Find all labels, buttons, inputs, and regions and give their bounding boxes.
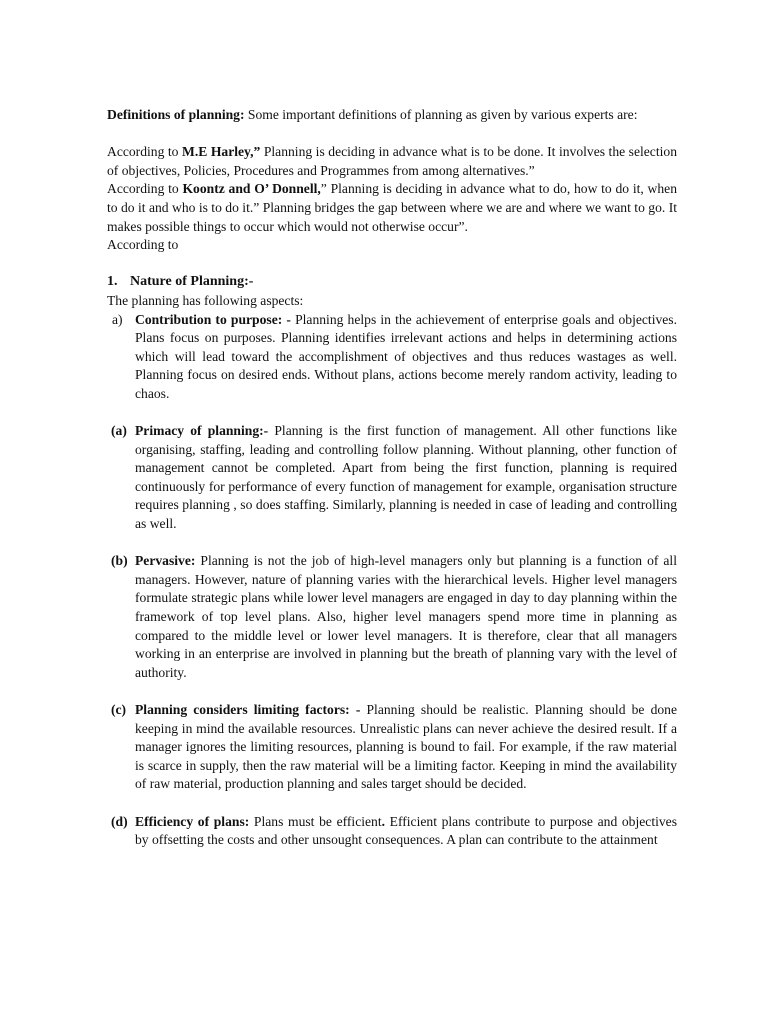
item-title: Contribution to purpose: - xyxy=(135,311,291,327)
item-title: Pervasive: xyxy=(135,553,196,569)
spacer xyxy=(107,534,677,553)
nature-intro: The planning has following aspects: xyxy=(107,292,304,308)
spacer xyxy=(107,125,677,144)
definitions-intro: Some important definitions of planning as given by various experts are: xyxy=(244,107,638,122)
list-item xyxy=(107,311,677,404)
item-text: Planning is not the job of high-level managers only but planning is a function of all managers. However, nature of planning varies with the hierarchical levels. Higher level managers formulate strategic plans while lower level managers are engaged in day to day planning within the framework of top level plans. Also, higher level managers spend more time in planning as compared to the middle level or lower level managers. It is therefore, clear that all managers working in an enterprise are involved in planning but the breath of planning vary with the level of authority. xyxy=(135,553,677,680)
list-marker: (c) xyxy=(111,702,127,717)
item-text-bold: . xyxy=(381,813,386,829)
nature-heading xyxy=(107,273,677,292)
spacer xyxy=(107,682,677,701)
item-text: Planning should be realistic. Planning should be done keeping in mind the available resources. Unrealistic plans can never achieve the desired result. If a manager ignores the limiting resources, planning is bound to fail. For example, if the raw material is scarce in supply, then the raw material will be a limiting factor. Keeping in mind the availability of raw material, production planning and sales target should be decided. xyxy=(135,702,677,792)
item-text: Planning helps in the achievement of enterprise goals and objectives. Plans focus on purposes. Planning identifies irrelevant actions and helps in determining actions which will lead toward the accomplishment of objectives and thus reduces wastages as well. Planning focus on desired ends. Without plans, actions become merely random activity, leading to chaos. xyxy=(135,311,677,401)
harley-text: Planning is deciding in advance what is to be done. It involves the selection of objectives, Policies, Procedures and Programmes from among alternatives.” xyxy=(107,144,677,178)
harley-definition xyxy=(107,143,677,180)
list-marker: (d) xyxy=(111,813,128,829)
item-text: Efficient plans contribute to purpose and objectives by offsetting the costs and other unsought consequences. A plan can contribute to the attainment xyxy=(135,813,677,848)
list-marker: a) xyxy=(112,311,123,327)
item-text: Planning is the first function of management. All other functions like organising, staffing, leading and controlling follow planning. Without planning, other function of management cannot be completed. Apart from being the first function, planning is required continuously for performance of every function of management for example, organisation structure requires planning , so does staffing. Similarly, planning is needed in case of leading and controlling as well. xyxy=(135,423,677,532)
definitions-heading: Definitions of planning: xyxy=(107,107,245,122)
according-to-line: According to xyxy=(107,237,179,253)
koontz-prefix: According to xyxy=(107,181,183,197)
spacer xyxy=(107,794,677,813)
definitions-paragraph xyxy=(107,106,677,125)
list-item xyxy=(107,813,677,850)
item-title: Primacy of planning:- xyxy=(135,423,269,439)
item-title: Efficiency of plans: xyxy=(135,813,250,829)
spacer xyxy=(107,255,677,274)
harley-prefix: According to xyxy=(107,144,183,160)
koontz-definition xyxy=(107,180,677,236)
document-body xyxy=(107,106,677,850)
nature-heading-title: Nature of Planning:- xyxy=(130,274,254,290)
list-item xyxy=(107,552,677,682)
spacer xyxy=(107,404,677,423)
harley-name: M.E Harley,” xyxy=(182,144,261,160)
item-title: Planning considers limiting factors: - xyxy=(135,702,361,717)
list-item xyxy=(107,422,677,534)
list-item xyxy=(107,701,677,794)
list-marker: (b) xyxy=(111,553,128,569)
koontz-text: ” Planning is deciding in advance what to do, how to do it, when to do it and who is to do it.” Planning bridges the gap between where we are and where we want to go. It makes possible things to occur which would not otherwise occur”. xyxy=(107,181,677,234)
list-marker: (a) xyxy=(111,423,127,439)
item-text-lead: Plans must be efficient xyxy=(249,813,382,829)
koontz-name: Koontz and O’ Donnell, xyxy=(182,181,321,197)
nature-heading-number: 1. xyxy=(107,274,118,290)
